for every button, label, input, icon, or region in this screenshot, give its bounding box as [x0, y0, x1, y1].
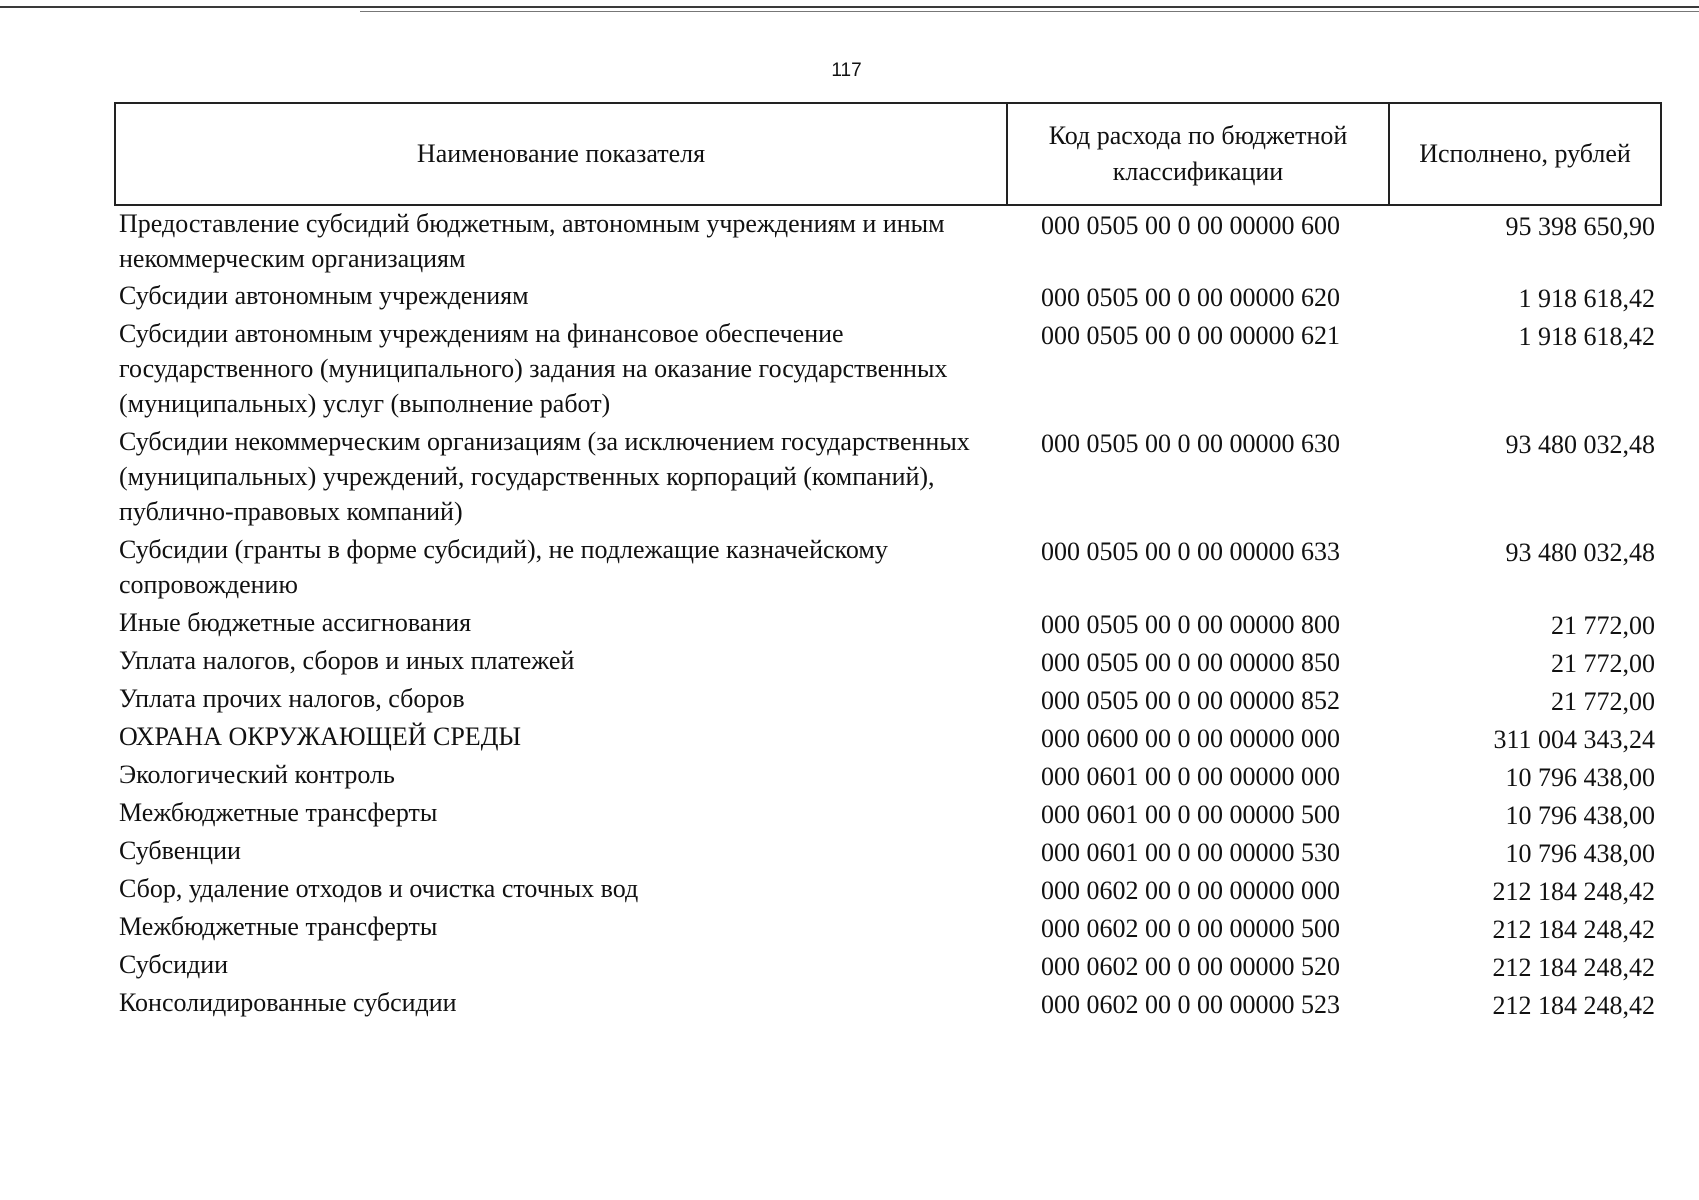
table-row: [115, 833, 1661, 871]
row-executed-amount: 21 772,00: [1551, 611, 1655, 640]
header-row: [115, 103, 1661, 205]
row-budget-code: 000 0602 00 0 00 00000 523: [1041, 990, 1340, 1019]
row-executed-amount: 21 772,00: [1551, 649, 1655, 678]
page-number: 117: [831, 60, 862, 81]
row-executed-amount: 10 796 438,00: [1505, 763, 1655, 792]
row-indicator-name: Иные бюджетные ассигнования: [119, 608, 472, 637]
row-executed-amount: 93 480 032,48: [1505, 430, 1655, 459]
row-executed-amount: 311 004 343,24: [1493, 725, 1655, 754]
table-row: [115, 532, 1661, 605]
row-executed-amount: 212 184 248,42: [1492, 877, 1655, 906]
row-indicator-name: Консолидированные субсидии: [119, 988, 457, 1017]
row-budget-code: 000 0602 00 0 00 00000 520: [1041, 952, 1340, 981]
row-indicator-name: Субсидии автономным учреждениям на финансовое обеспечение государственного (муниципального) задания на оказание государственных (муниципальных) услуг (выполнение работ): [119, 319, 948, 418]
row-indicator-name: Предоставление субсидий бюджетным, автономным учреждениям и иным некоммерческим организациям: [119, 209, 945, 273]
row-executed-amount: 10 796 438,00: [1505, 839, 1655, 868]
table-row: [115, 605, 1661, 643]
table-body: [115, 205, 1661, 1023]
row-budget-code: 000 0602 00 0 00 00000 000: [1041, 876, 1340, 905]
row-executed-amount: 10 796 438,00: [1505, 801, 1655, 830]
row-budget-code: 000 0505 00 0 00 00000 600: [1041, 211, 1340, 240]
row-executed-amount: 212 184 248,42: [1492, 953, 1655, 982]
table-row: [115, 205, 1661, 278]
table-row: [115, 947, 1661, 985]
row-executed-amount: 212 184 248,42: [1492, 915, 1655, 944]
row-executed-amount: 95 398 650,90: [1505, 212, 1655, 241]
row-budget-code: 000 0505 00 0 00 00000 852: [1041, 686, 1340, 715]
row-executed-amount: 1 918 618,42: [1518, 322, 1655, 351]
row-executed-amount: 21 772,00: [1551, 687, 1655, 716]
row-executed-amount: 1 918 618,42: [1518, 284, 1655, 313]
row-executed-amount: 212 184 248,42: [1492, 991, 1655, 1020]
table-row: [115, 871, 1661, 909]
table-row: [115, 985, 1661, 1023]
table-row: [115, 909, 1661, 947]
row-budget-code: 000 0602 00 0 00 00000 500: [1041, 914, 1340, 943]
table-row: [115, 795, 1661, 833]
row-budget-code: 000 0505 00 0 00 00000 800: [1041, 610, 1340, 639]
row-budget-code: 000 0505 00 0 00 00000 620: [1041, 283, 1340, 312]
row-budget-code: 000 0600 00 0 00 00000 000: [1041, 724, 1340, 753]
top-border-line: [0, 6, 1699, 8]
row-executed-amount: 93 480 032,48: [1505, 538, 1655, 567]
row-indicator-name: Сбор, удаление отходов и очистка сточных вод: [119, 874, 639, 903]
table-row: [115, 681, 1661, 719]
top-border-line-secondary: [360, 11, 1699, 12]
table-row: [115, 278, 1661, 316]
row-budget-code: 000 0505 00 0 00 00000 621: [1041, 321, 1340, 350]
row-indicator-name: Субсидии автономным учреждениям: [119, 281, 529, 310]
table-row: [115, 719, 1661, 757]
row-budget-code: 000 0601 00 0 00 00000 530: [1041, 838, 1340, 867]
row-budget-code: 000 0505 00 0 00 00000 630: [1041, 429, 1340, 458]
table-row: [115, 757, 1661, 795]
row-budget-code: 000 0505 00 0 00 00000 850: [1041, 648, 1340, 677]
header-budget-code: Код расхода по бюджетной классификации: [1007, 103, 1389, 205]
row-indicator-name: Субсидии некоммерческим организациям (за исключением государственных (муниципальных) учреждений, государственных корпораций (компаний), публично-правовых компаний): [119, 427, 970, 526]
row-indicator-name: Экологический контроль: [119, 760, 395, 789]
row-indicator-name: Субсидии (гранты в форме субсидий), не подлежащие казначейскому сопровождению: [119, 535, 888, 599]
table-row: [115, 316, 1661, 424]
table-row: [115, 424, 1661, 532]
row-indicator-name: Субсидии: [119, 950, 229, 979]
table-row: [115, 643, 1661, 681]
row-indicator-name: Межбюджетные трансферты: [119, 912, 438, 941]
expenditure-table: [114, 102, 1662, 1023]
row-budget-code: 000 0601 00 0 00 00000 000: [1041, 762, 1340, 791]
row-indicator-name: Уплата налогов, сборов и иных платежей: [119, 646, 575, 675]
header-indicator-name: Наименование показателя: [115, 103, 1007, 205]
header-executed-amount: Исполнено, рублей: [1389, 103, 1661, 205]
row-indicator-name: ОХРАНА ОКРУЖАЮЩЕЙ СРЕДЫ: [119, 722, 522, 751]
row-budget-code: 000 0505 00 0 00 00000 633: [1041, 537, 1340, 566]
row-indicator-name: Межбюджетные трансферты: [119, 798, 438, 827]
row-budget-code: 000 0601 00 0 00 00000 500: [1041, 800, 1340, 829]
row-indicator-name: Субвенции: [119, 836, 241, 865]
row-indicator-name: Уплата прочих налогов, сборов: [119, 684, 465, 713]
table-header: [115, 103, 1661, 205]
